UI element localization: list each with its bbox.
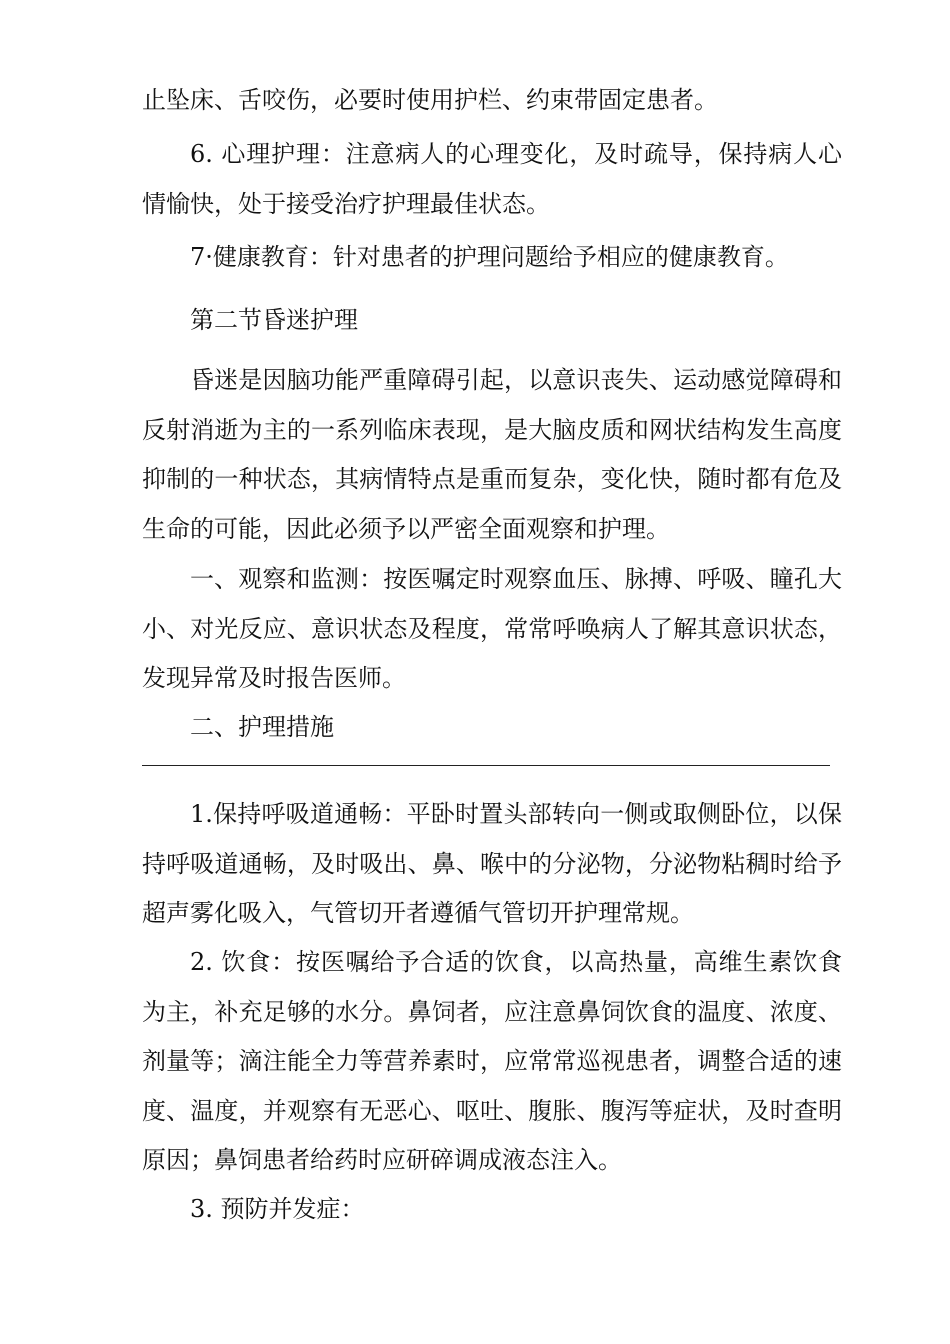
paragraph-complication-prevention: 3. 预防并发症： — [190, 1195, 365, 1223]
section-heading-coma-care: 第二节昏迷护理 — [190, 306, 358, 334]
paragraph-diet: 2. 饮食：按医嘱给予合适的饮食，以高热量，高维生素饮食为主，补充足够的水分。鼻饲者，应注意鼻饲饮食的温度、浓度、剂量等；滴注能全力等营养素时，应常常巡视患者，调整合适的速度、温度，并观察有无恶心、呕吐、腹胀、腹泻等症状，及时查明原因；鼻饲患者给药时应研碎调成液态注入。 — [142, 948, 842, 1174]
paragraph-observation-monitoring: 一、观察和监测：按医嘱定时观察血压、脉搏、呼吸、瞳孔大小、对光反应、意识状态及程度，常常呼唤病人了解其意识状态，发现异常及时报告医师。 — [142, 565, 842, 692]
paragraph-nursing-measures-heading: 二、护理措施 — [190, 713, 334, 741]
paragraph-health-education: 7·健康教育：针对患者的护理问题给予相应的健康教育。 — [190, 243, 789, 271]
paragraph-coma-definition: 昏迷是因脑功能严重障碍引起，以意识丧失、运动感觉障碍和反射消逝为主的一系列临床表现，是大脑皮质和网状结构发生高度抑制的一种状态，其病情特点是重而复杂，变化快，随时都有危及生命的可能，因此必须予以严密全面观察和护理。 — [142, 366, 842, 543]
page-divider — [142, 765, 830, 766]
paragraph-psychological-care: 6. 心理护理：注意病人的心理变化，及时疏导，保持病人心情愉快，处于接受治疗护理最佳状态。 — [142, 140, 842, 218]
paragraph-airway: 1.保持呼吸道通畅：平卧时置头部转向一侧或取侧卧位，以保持呼吸道通畅，及时吸出、鼻、喉中的分泌物，分泌物粘稠时给予超声雾化吸入，气管切开者遵循气管切开护理常规。 — [142, 800, 842, 927]
paragraph-fall-prevention-end: 止坠床、舌咬伤，必要时使用护栏、约束带固定患者。 — [142, 86, 718, 114]
